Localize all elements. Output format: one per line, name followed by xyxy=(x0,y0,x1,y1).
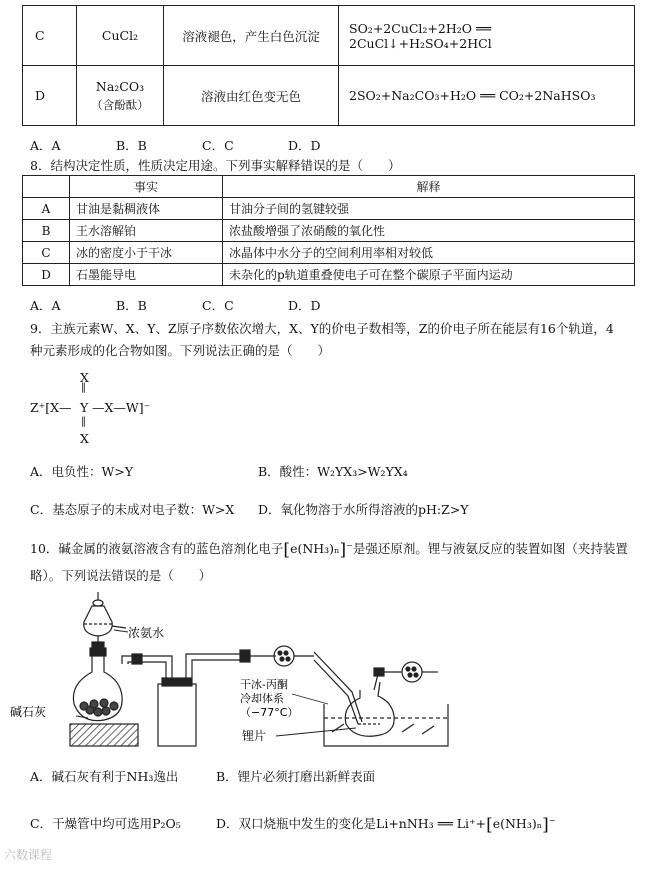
fact-cell: 王水溶解铂 xyxy=(70,220,223,242)
bracket-open: [ xyxy=(486,815,493,835)
equation-cell: 2SO₂+Na₂CO₃+H₂O ══ CO₂+2NaHSO₃ xyxy=(339,66,635,126)
apparatus-diagram xyxy=(10,592,572,752)
answer-option[interactable]: D．D xyxy=(288,138,321,153)
fact-cell: 石墨能导电 xyxy=(70,264,223,286)
q10-stem-line2: 略）。下列说法错误的是（ ） xyxy=(30,568,212,583)
drying-tube-1 xyxy=(240,646,314,666)
q9-option-b[interactable]: B．酸性：W₂YX₃>W₂YX₄ xyxy=(258,464,408,479)
row-key: D xyxy=(23,66,77,126)
row-key: C xyxy=(23,6,77,66)
q10-option-a[interactable]: A．碱石灰有利于NH₃逸出 xyxy=(30,769,179,784)
answer-option[interactable]: C．C xyxy=(202,138,234,153)
equation-cell: SO₂+2CuCl₂+2H₂O ══ 2CuCl↓+H₂SO₄+2HCl xyxy=(339,6,635,66)
struct-top-atom: X xyxy=(80,370,89,385)
explain-cell: 未杂化的p轨道重叠使电子可在整个碳原子平面内运动 xyxy=(223,264,635,286)
struct-center-atom: Y xyxy=(80,400,89,415)
heating-block xyxy=(70,724,138,746)
table-row xyxy=(23,264,635,286)
fact-cell: 冰的密度小于干冰 xyxy=(70,242,223,264)
label-cooling-2: 冷却体系 xyxy=(240,692,284,705)
table-row xyxy=(23,242,635,264)
table-row xyxy=(23,220,635,242)
q10-option-c[interactable]: C．干燥管中均可选用P₂O₅ xyxy=(30,816,181,831)
bracket-close: ] xyxy=(542,815,549,835)
answer-option[interactable]: A．A xyxy=(30,298,61,313)
reagent-name: Na₂CO₃ xyxy=(95,78,145,94)
label-lithium: 锂片 xyxy=(242,729,267,743)
answer-option[interactable]: C．C xyxy=(202,298,234,313)
table-row xyxy=(23,6,635,66)
bracket-close: ] xyxy=(339,540,347,560)
row-key: C xyxy=(23,242,70,264)
struct-right-part: —X—W]⁻ xyxy=(92,400,151,415)
answer-option[interactable]: A．A xyxy=(30,138,61,153)
header-fact: 事实 xyxy=(70,176,223,198)
label-leaders xyxy=(76,630,356,736)
double-bond-bottom: ‖ xyxy=(81,416,86,427)
struct-left-part: Z⁺[X— xyxy=(30,400,72,415)
connecting-tube xyxy=(98,644,172,684)
q8-answer-options xyxy=(30,296,321,314)
compound-structure xyxy=(30,370,170,450)
row-key: A xyxy=(23,198,70,220)
double-bond-top: ‖ xyxy=(81,382,86,393)
row-key: D xyxy=(23,264,70,286)
q10-stem-line1: 10．碱金属的液氨溶液含有的蓝色溶剂化电子[e(NH₃)ₙ]−是强还原剂。锂与液氨反应的装置如图（夹持装置 xyxy=(30,540,628,560)
reagent-cell xyxy=(77,66,164,126)
q9-stem-line1: 9．主族元素W、X、Y、Z原子序数依次增大，X、Y的价电子数相等，Z的价电子所在能层有16个轨道，4 xyxy=(30,321,614,336)
answer-option[interactable]: B．B xyxy=(116,298,147,313)
q8-stem: 8．结构决定性质，性质决定用途。下列事实解释错误的是（ ） xyxy=(30,158,401,173)
phenomenon-cell: 溶液由红色变无色 xyxy=(164,66,339,126)
q10-stem-part-b: 是强还原剂。锂与液氨反应的装置如图（夹持装置 xyxy=(352,541,628,556)
solvated-electron: e(NH₃)ₙ xyxy=(492,816,543,831)
fact-cell: 甘油是黏稠液体 xyxy=(70,198,223,220)
table-row xyxy=(23,198,635,220)
q8-table xyxy=(22,175,635,286)
q7-table xyxy=(22,5,635,126)
drying-bottle xyxy=(158,654,240,746)
reagent-cell: CuCl₂ xyxy=(77,6,164,66)
row-key: B xyxy=(23,220,70,242)
two-neck-flask xyxy=(345,662,438,736)
answer-option[interactable]: D．D xyxy=(288,298,321,313)
explain-cell: 甘油分子间的氢键较强 xyxy=(223,198,635,220)
q9-option-d[interactable]: D．氧化物溶于水所得溶液的pH:Z>Y xyxy=(258,502,469,517)
label-cooling-3: （−77°C） xyxy=(240,706,299,719)
table-header xyxy=(23,176,635,198)
header-blank xyxy=(23,176,70,198)
header-explain: 解释 xyxy=(223,176,635,198)
q10-option-b[interactable]: B．锂片必须打磨出新鲜表面 xyxy=(216,769,376,784)
reagent-note: （含酚酞） xyxy=(91,97,149,112)
q9-stem-line2: 种元素形成的化合物如图。下列说法正确的是（ ） xyxy=(30,343,331,358)
delivery-tube xyxy=(314,652,362,724)
q9-option-a[interactable]: A．电负性：W>Y xyxy=(30,464,134,479)
explain-cell: 浓盐酸增强了浓硝酸的氧化性 xyxy=(223,220,635,242)
label-ammonia: 浓氨水 xyxy=(128,626,165,640)
table-row xyxy=(23,66,635,126)
bracket-open: [ xyxy=(283,540,291,560)
struct-bottom-atom: X xyxy=(80,431,89,446)
cold-bath xyxy=(324,704,448,746)
q7-answer-options xyxy=(30,136,321,154)
q10-stem-part-a: 10．碱金属的液氨溶液含有的蓝色溶剂化电子 xyxy=(30,541,284,556)
separatory-funnel xyxy=(84,592,126,654)
answer-option[interactable]: B．B xyxy=(116,138,147,153)
round-flask xyxy=(73,648,122,721)
q10-option-d[interactable]: D．双口烧瓶中发生的变化是Li+nNH₃ ══ Li⁺+[e(NH₃)ₙ]− xyxy=(216,815,556,835)
q9-option-c[interactable]: C．基态原子的未成对电子数：W>X xyxy=(30,502,235,517)
label-cooling-1: 干冰-丙酮 xyxy=(240,678,288,691)
solvated-electron: e(NH₃)ₙ xyxy=(290,541,340,556)
watermark: 六数课程 xyxy=(4,848,53,862)
q10-option-d-text: D．双口烧瓶中发生的变化是Li+nNH₃ ══ Li⁺+ xyxy=(216,816,487,831)
explain-cell: 冰晶体中水分子的空间利用率相对较低 xyxy=(223,242,635,264)
label-lime: 碱石灰 xyxy=(10,705,47,719)
phenomenon-cell: 溶液褪色，产生白色沉淀 xyxy=(164,6,339,66)
